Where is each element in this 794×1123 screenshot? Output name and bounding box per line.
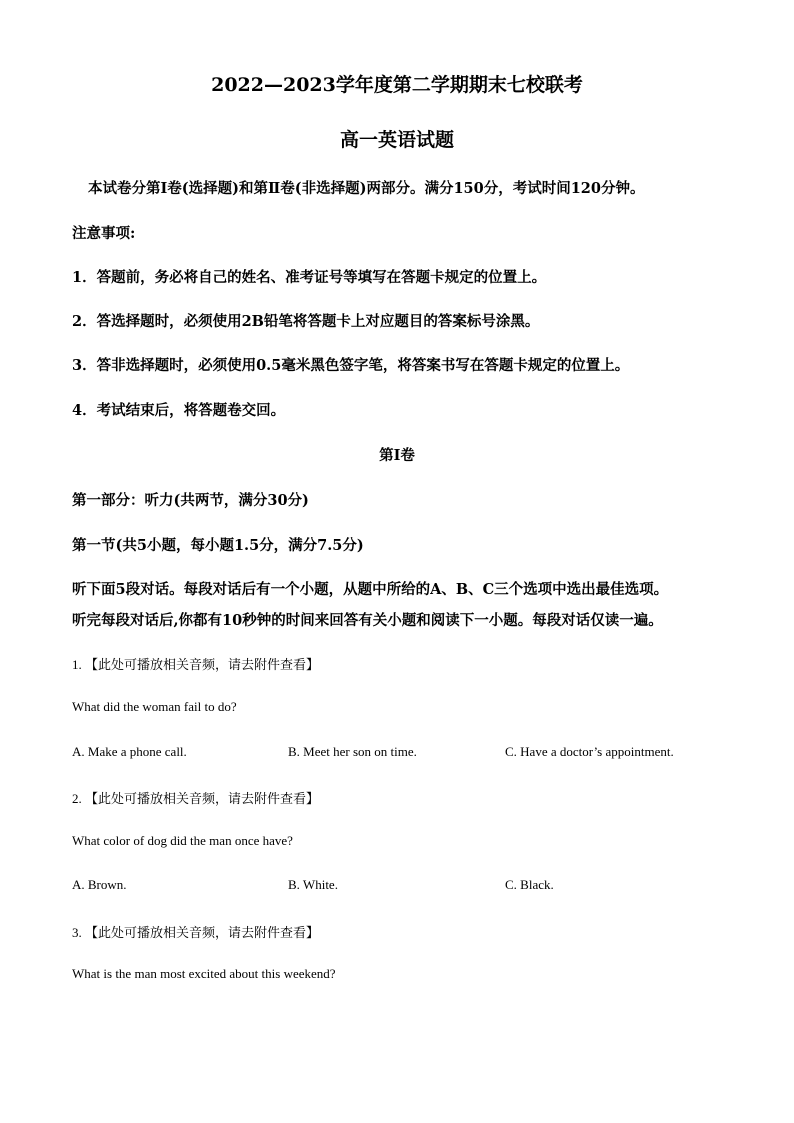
question-text: What did the woman fail to do? [72, 699, 237, 714]
section-heading: 第一节(共5小题，每小题1.5分，满分7.5分) [72, 537, 364, 554]
question-audio: 1. 【此处可播放相关音频，请去附件查看】 [72, 657, 320, 672]
instruction-line: 听下面5段对话。每段对话后有一个小题，从题中所给的A、B、C三个选项中选出最佳选项。 [72, 581, 669, 598]
option-a: A. Make a phone call. [72, 744, 187, 759]
notice-item: 1．答题前，务必将自己的姓名、准考证号等填写在答题卡规定的位置上。 [72, 269, 547, 286]
option-c: C. Have a doctor’s appointment. [505, 744, 674, 759]
option-b: B. White. [288, 877, 338, 892]
volume-heading: 第Ⅰ卷 [379, 447, 415, 464]
option-b: B. Meet her son on time. [288, 744, 417, 759]
question-text: What is the man most excited about this weekend? [72, 966, 336, 981]
exam-title: 2022—2023学年度第二学期期末七校联考 [211, 74, 583, 96]
instruction-line: 听完每段对话后,你都有10秒钟的时间来回答有关小题和阅读下一小题。每段对话仅读一遍。 [72, 612, 663, 629]
notice-item: 4．考试结束后，将答题卷交回。 [72, 402, 286, 419]
exam-subtitle: 高一英语试题 [339, 129, 454, 151]
option-c: C. Black. [505, 877, 554, 892]
notice-item: 2．答选择题时，必须使用2B铅笔将答题卡上对应题目的答案标号涂黑。 [72, 313, 540, 330]
intro-text: 本试卷分第Ⅰ卷(选择题)和第Ⅱ卷(非选择题)两部分。满分150分，考试时间120分钟。 [88, 180, 645, 197]
question-audio: 3. 【此处可播放相关音频，请去附件查看】 [72, 925, 320, 940]
question-text: What color of dog did the man once have? [72, 833, 293, 848]
question-audio: 2. 【此处可播放相关音频，请去附件查看】 [72, 791, 320, 806]
notice-item: 3．答非选择题时，必须使用0.5毫米黑色签字笔，将答案书写在答题卡规定的位置上。 [72, 357, 630, 374]
notice-heading: 注意事项: [72, 225, 136, 242]
part-heading: 第一部分：听力(共两节，满分30分) [72, 492, 309, 509]
option-a: A. Brown. [72, 877, 127, 892]
